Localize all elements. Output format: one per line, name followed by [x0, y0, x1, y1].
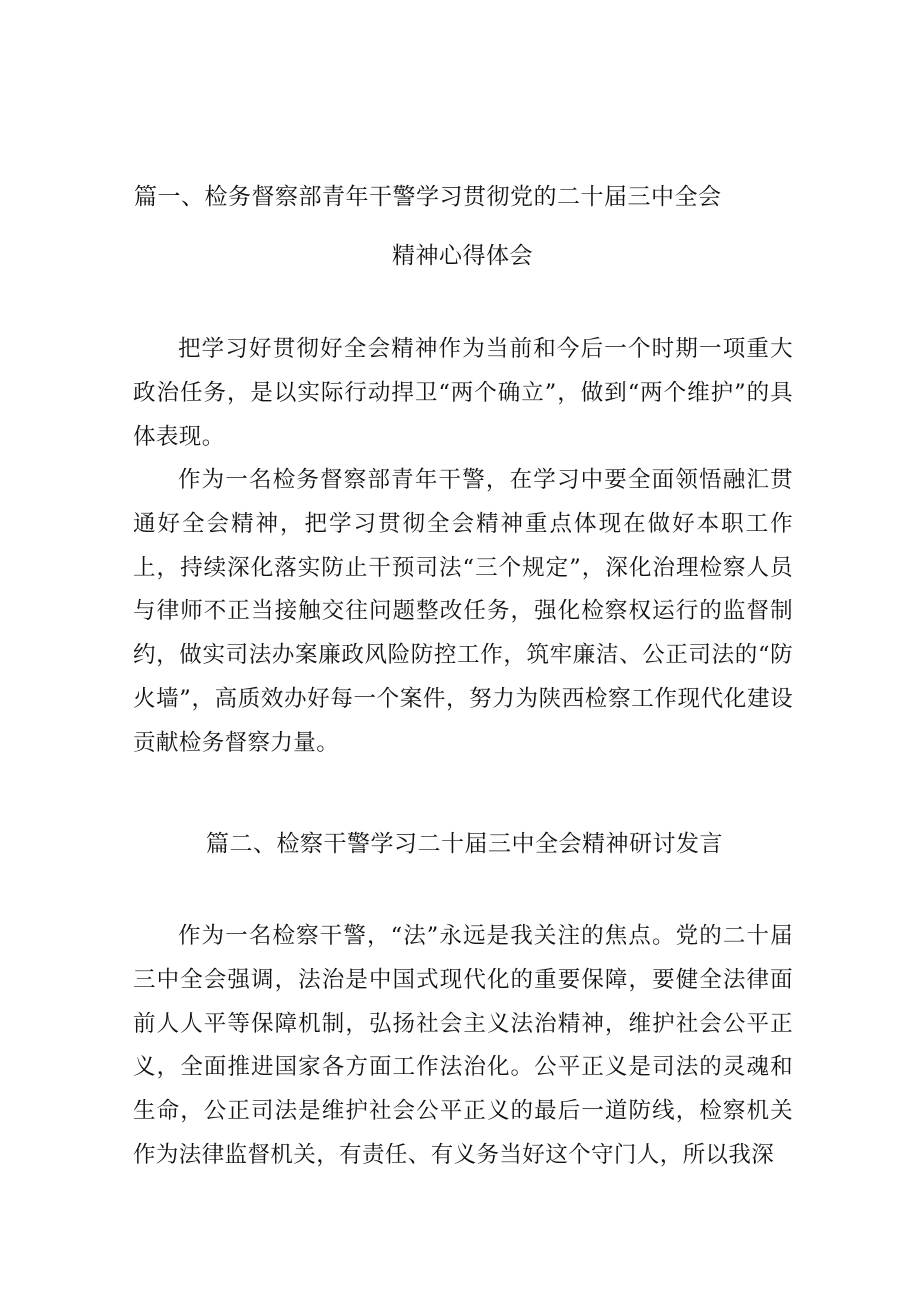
section1-title-line1: 篇一、检务督察部青年干警学习贯彻党的二十届三中全会: [134, 184, 722, 210]
section2-title: 篇二、检察干警学习二十届三中全会精神研讨发言: [206, 831, 723, 857]
section1-title-line2: 精神心得体会: [392, 243, 533, 269]
section1-paragraph-1: 把学习好贯彻好全会精神作为当前和今后一个时期一项重大政治任务，是以实际行动捍卫“两个确立”，做到“两个维护”的具体表现。: [133, 336, 793, 450]
section1-paragraph-2: 作为一名检务督察部青年干警，在学习中要全面领悟融汇贯通好全会精神，把学习贯彻全会精神重点体现在做好本职工作上，持续深化落实防止干预司法“三个规定”，深化治理检察人员与律师不正当接触交往问题整改任务，强化检察权运行的监督制约，做实司法办案廉政风险防控工作，筑牢廉洁、公正司法的“防火墙”，高质效办好每一个案件，努力为陕西检察工作现代化建设贡献检务督察力量。: [133, 467, 793, 756]
section2-paragraph-1: 作为一名检察干警，“法”永远是我关注的焦点。党的二十届三中全会强调，法治是中国式现代化的重要保障，要健全法律面前人人平等保障机制，弘扬社会主义法治精神，维护社会公平正义，全面推进国家各方面工作法治化。公平正义是司法的灵魂和生命，公正司法是维护社会公平正义的最后一道防线，检察机关作为法律监督机关，有责任、有义务当好这个守门人，所以我深: [133, 923, 793, 1168]
